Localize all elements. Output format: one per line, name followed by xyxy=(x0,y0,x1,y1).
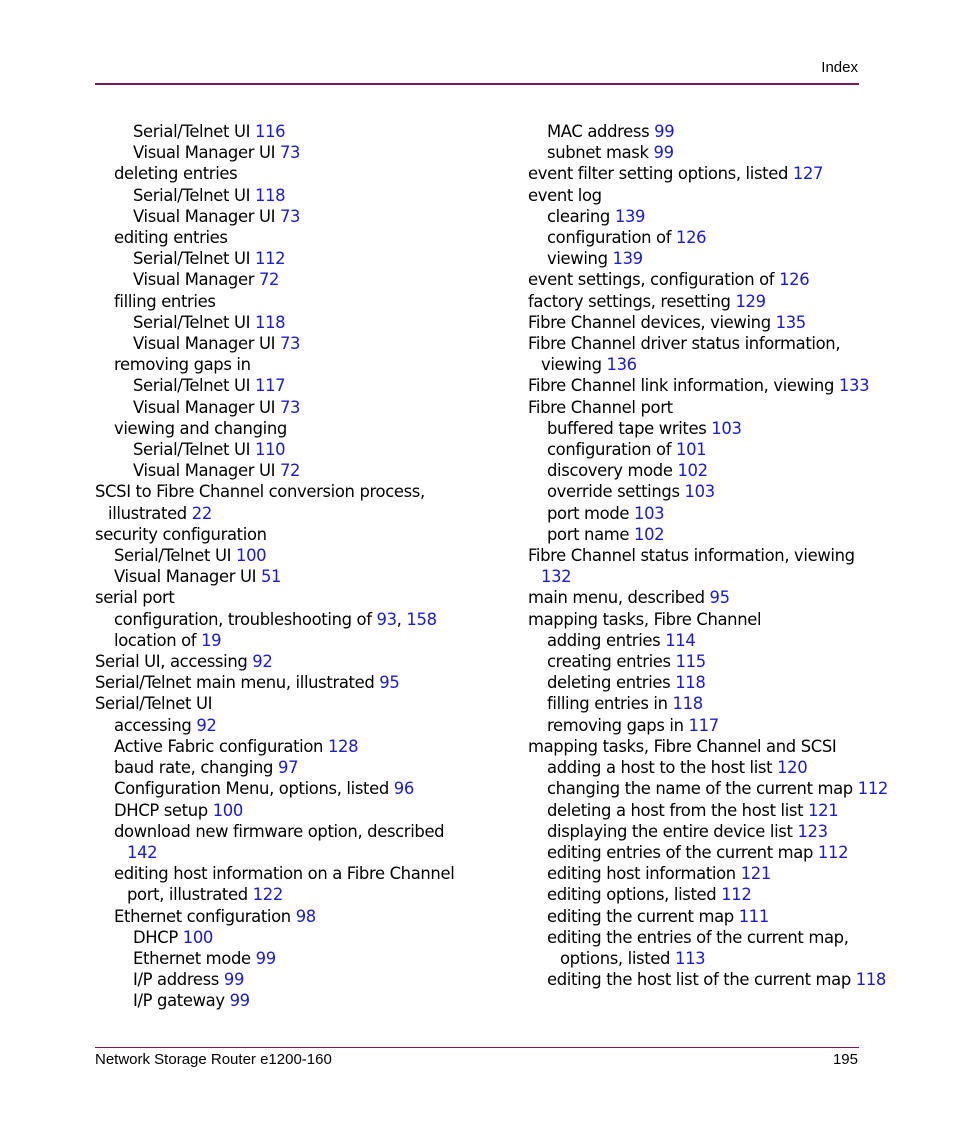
page-reference-link[interactable]: 139 xyxy=(614,206,646,226)
index-column-left xyxy=(95,121,495,1012)
index-entry-text: editing host information on a Fibre Channel xyxy=(114,864,455,884)
index-entry-text: Serial/Telnet main menu, illustrated xyxy=(95,673,375,693)
index-entry-text: factory settings, resetting xyxy=(528,291,731,311)
index-entry-text: baud rate, changing xyxy=(114,758,274,778)
page-reference-link[interactable]: 100 xyxy=(235,546,267,566)
index-entry xyxy=(528,715,868,736)
index-entry xyxy=(528,969,887,990)
page-reference-link[interactable]: 72 xyxy=(279,461,301,481)
page-reference-link[interactable]: 73 xyxy=(279,206,301,226)
index-entry-text: Active Fabric configuration xyxy=(114,736,324,756)
page-reference-link[interactable]: 120 xyxy=(777,758,808,778)
index-entry-text: editing entries xyxy=(114,228,228,248)
index-entry-text: filling entries xyxy=(114,291,216,311)
index-entry xyxy=(528,842,868,863)
index-entry-text: Visual Manager UI xyxy=(133,206,276,226)
index-entry-text: Fibre Channel port xyxy=(528,397,673,417)
index-entry xyxy=(95,906,495,927)
index-entry-text: Fibre Channel status information, viewing xyxy=(528,546,855,566)
index-entry xyxy=(95,163,495,184)
page-reference-link[interactable]: 112 xyxy=(721,885,752,905)
index-entry xyxy=(95,439,495,460)
index-entry-text: viewing xyxy=(547,249,608,269)
index-entry xyxy=(95,142,495,163)
index-entry-text: port mode xyxy=(547,503,630,523)
index-entry-text: port name xyxy=(547,524,630,544)
index-entry-text: deleting a host from the host list xyxy=(547,800,804,820)
page-reference-link[interactable]: 95 xyxy=(709,588,730,608)
index-entry-text: security configuration xyxy=(95,524,267,544)
index-entry-text: I/P address xyxy=(133,970,219,990)
index-entry-text: editing entries of the current map xyxy=(547,842,814,862)
index-entry-text: Configuration Menu, options, listed xyxy=(114,779,389,799)
page-reference-link[interactable]: 118 xyxy=(672,694,703,714)
index-entry-text: viewing xyxy=(541,355,602,375)
index-entry-text: Visual Manager xyxy=(133,270,255,290)
page-reference-link[interactable]: 22 xyxy=(191,503,212,523)
index-entry-text: port, illustrated xyxy=(127,885,248,905)
page-reference-link[interactable]: 111 xyxy=(738,906,769,926)
page-reference-link[interactable]: 110 xyxy=(254,440,286,460)
page-reference-link[interactable]: 114 xyxy=(665,630,696,650)
page-reference-link[interactable]: 95 xyxy=(379,673,400,693)
index-entry xyxy=(528,481,868,502)
index-entry-text: Serial UI, accessing xyxy=(95,652,248,672)
index-entry xyxy=(95,757,495,778)
index-entry-text: Ethernet configuration xyxy=(114,906,291,926)
footer-page-number: 195 xyxy=(832,1051,858,1068)
index-entry xyxy=(528,142,868,163)
page-reference-link[interactable]: 117 xyxy=(254,376,286,396)
index-entry xyxy=(95,566,495,587)
index-entry-text: Visual Manager UI xyxy=(133,397,276,417)
index-entry xyxy=(95,630,495,651)
page-reference-link[interactable]: 112 xyxy=(254,249,286,269)
page-reference-link[interactable]: 99 xyxy=(654,122,675,141)
index-entry-text: mapping tasks, Fibre Channel xyxy=(528,609,762,629)
index-entry xyxy=(95,121,495,142)
index-entry xyxy=(528,291,868,312)
index-entry-text: override settings xyxy=(547,482,680,502)
page-reference-link[interactable]: 126 xyxy=(779,270,810,290)
index-entry xyxy=(95,248,495,269)
index-entry xyxy=(528,354,868,375)
index-entry-text: removing gaps in xyxy=(114,355,251,375)
index-entry-text: mapping tasks, Fibre Channel and SCSI xyxy=(528,736,837,756)
page-reference-link[interactable]: 99 xyxy=(255,948,276,968)
page-reference-link[interactable]: 135 xyxy=(775,312,806,332)
index-entry xyxy=(95,800,495,821)
index-entry xyxy=(528,333,868,354)
index-entry xyxy=(95,418,495,439)
page-reference-link[interactable]: 73 xyxy=(279,397,301,417)
index-entry-text: filling entries in xyxy=(547,694,668,714)
page-reference-link[interactable]: 73 xyxy=(279,334,301,354)
index-entry-text: Ethernet mode xyxy=(133,948,251,968)
page-reference-link[interactable]: 122 xyxy=(252,885,283,905)
index-entry xyxy=(528,566,868,587)
page-reference-link[interactable]: 116 xyxy=(254,122,286,141)
index-entry xyxy=(95,312,495,333)
page-header-section: Index xyxy=(821,59,858,76)
index-entry xyxy=(95,969,495,990)
index-entry xyxy=(95,397,495,418)
index-entry-text: deleting entries xyxy=(547,673,671,693)
page-reference-link[interactable]: 123 xyxy=(797,821,828,841)
index-entry-text: changing the name of the current map xyxy=(547,779,853,799)
index-entry-text: adding entries xyxy=(547,630,661,650)
page-reference-link[interactable]: 93 xyxy=(376,609,397,629)
index-entry xyxy=(95,227,495,248)
index-entry-text: Serial/Telnet UI xyxy=(95,694,213,714)
footer-rule xyxy=(95,1047,859,1048)
page-reference-link[interactable]: 99 xyxy=(223,970,245,990)
page-reference-link[interactable]: 51 xyxy=(260,567,282,587)
index-entry xyxy=(528,693,868,714)
index-entry-text: creating entries xyxy=(547,652,671,672)
index-entry-text: discovery mode xyxy=(547,461,673,481)
index-entry xyxy=(528,524,868,545)
index-entry xyxy=(95,185,495,206)
index-entry xyxy=(528,375,868,396)
index-entry xyxy=(95,736,495,757)
index-entry-text: Visual Manager UI xyxy=(133,461,276,481)
index-entry-text: event settings, configuration of xyxy=(528,270,775,290)
page-reference-link[interactable]: 133 xyxy=(838,376,870,396)
page-reference-link[interactable]: 100 xyxy=(212,800,243,820)
index-entry-text: removing gaps in xyxy=(547,715,684,735)
index-entry xyxy=(528,884,868,905)
page-reference-link[interactable]: 118 xyxy=(855,970,887,990)
index-entry-text: editing host information xyxy=(547,864,736,884)
index-entry-text: Fibre Channel link information, viewing xyxy=(528,376,835,396)
page-reference-link[interactable]: 98 xyxy=(295,906,316,926)
index-entry xyxy=(528,460,868,481)
index-entry xyxy=(528,545,868,566)
index-entry xyxy=(528,757,868,778)
index-entry xyxy=(95,291,495,312)
index-entry xyxy=(528,906,868,927)
index-entry xyxy=(95,503,495,524)
index-entry-text: options, listed xyxy=(560,948,671,968)
index-entry xyxy=(95,545,495,566)
index-entry-text: editing the entries of the current map, xyxy=(547,927,849,947)
page-reference-link[interactable]: 103 xyxy=(634,503,665,523)
index-entry xyxy=(528,121,868,142)
index-entry-text: editing the host list of the current map xyxy=(547,970,851,990)
index-entry xyxy=(95,863,495,884)
index-entry xyxy=(95,481,495,502)
index-entry xyxy=(95,651,495,672)
index-entry xyxy=(95,354,495,375)
index-entry-text: location of xyxy=(114,630,197,650)
index-entry: configuration, troubleshooting of 93, 158 xyxy=(114,609,437,629)
page-reference-link[interactable]: 101 xyxy=(676,440,707,460)
index-entry xyxy=(528,206,868,227)
index-entry xyxy=(528,651,868,672)
page-reference-link[interactable]: 127 xyxy=(792,164,824,184)
index-entry-text: Serial/Telnet UI xyxy=(133,249,251,269)
index-entry xyxy=(95,693,495,714)
index-entry xyxy=(528,821,868,842)
page-reference-link[interactable]: 115 xyxy=(675,652,706,672)
index-entry xyxy=(528,609,868,630)
page-reference-link[interactable]: 73 xyxy=(279,143,301,163)
index-entry-text: viewing and changing xyxy=(114,418,287,438)
index-entry-text: configuration, troubleshooting of xyxy=(114,609,372,629)
page-reference-link[interactable]: 96 xyxy=(393,779,414,799)
index-entry xyxy=(528,312,868,333)
page-reference-link[interactable]: 99 xyxy=(653,143,674,163)
index-entry xyxy=(95,927,495,948)
page-reference-link[interactable]: 126 xyxy=(676,228,707,248)
index-entry-text: deleting entries xyxy=(114,164,238,184)
index-entry xyxy=(528,418,868,439)
index-entry-text: displaying the entire device list xyxy=(547,821,793,841)
index-entry xyxy=(95,524,495,545)
index-entry xyxy=(528,800,868,821)
index-entry xyxy=(95,778,495,799)
page-reference-link[interactable]: 158 xyxy=(406,609,437,629)
page-reference-link[interactable]: 129 xyxy=(735,291,766,311)
index-entry-text: Serial/Telnet UI xyxy=(114,546,232,566)
page-reference-link[interactable]: 97 xyxy=(277,758,299,778)
index-entry xyxy=(528,503,868,524)
index-entry-text: Serial/Telnet UI xyxy=(133,185,251,205)
page-reference-link[interactable]: 102 xyxy=(634,524,665,544)
index-entry xyxy=(528,163,868,184)
page-reference-link[interactable]: 103 xyxy=(684,482,715,502)
index-entry xyxy=(528,248,868,269)
page-reference-link[interactable]: 19 xyxy=(201,630,222,650)
page-reference-link[interactable]: 118 xyxy=(254,312,286,332)
page-reference-link[interactable]: 72 xyxy=(258,270,280,290)
index-entry-text: Fibre Channel devices, viewing xyxy=(528,312,771,332)
index-entry xyxy=(95,587,495,608)
page-reference-link[interactable]: 128 xyxy=(327,736,359,756)
index-entry xyxy=(528,630,868,651)
page-reference-link[interactable]: 100 xyxy=(182,927,213,947)
index-entry-text: download new firmware option, described xyxy=(114,821,445,841)
index-entry-text: accessing xyxy=(114,715,192,735)
page-reference-link[interactable]: 99 xyxy=(229,991,250,1011)
index-entry-text: SCSI to Fibre Channel conversion process, xyxy=(95,482,425,502)
index-entry-text: Visual Manager UI xyxy=(133,143,276,163)
index-entry-text: I/P gateway xyxy=(133,991,225,1011)
index-entry xyxy=(528,778,888,799)
index-entry-text: DHCP setup xyxy=(114,800,208,820)
page-reference-link[interactable]: 139 xyxy=(612,249,643,269)
index-entry xyxy=(528,672,868,693)
index-entry xyxy=(528,927,868,948)
index-entry-text: main menu, described xyxy=(528,588,705,608)
index-entry-text: subnet mask xyxy=(547,143,649,163)
page-reference-link[interactable]: 136 xyxy=(606,355,637,375)
index-entry xyxy=(95,672,495,693)
index-entry xyxy=(528,185,868,206)
index-entry-text: clearing xyxy=(547,206,610,226)
index-entry xyxy=(95,715,495,736)
index-entry-text: adding a host to the host list xyxy=(547,758,773,778)
index-entry xyxy=(95,375,495,396)
index-entry-text: serial port xyxy=(95,588,175,608)
index-entry-text: Serial/Telnet UI xyxy=(133,376,251,396)
page-reference-link[interactable]: 118 xyxy=(254,185,286,205)
index-entry-text: DHCP xyxy=(133,927,178,947)
index-entry xyxy=(528,863,868,884)
index-entry-text: Serial/Telnet UI xyxy=(133,440,251,460)
page-reference-link[interactable]: 92 xyxy=(252,652,273,672)
page-reference-link[interactable]: 112 xyxy=(817,842,849,862)
footer-document-title: Network Storage Router e1200-160 xyxy=(95,1051,332,1068)
page-reference-link[interactable]: 103 xyxy=(711,418,742,438)
page-reference-link[interactable]: 102 xyxy=(677,461,708,481)
index-entry-text: MAC address xyxy=(547,122,650,141)
index-entry xyxy=(95,884,495,905)
index-entry xyxy=(95,842,495,863)
page-reference-link[interactable]: 142 xyxy=(127,842,158,862)
index-entry-text: illustrated xyxy=(108,503,187,523)
index-entry xyxy=(95,333,495,354)
index-column-right xyxy=(528,121,888,990)
page-reference-link[interactable]: 132 xyxy=(541,567,572,587)
index-entry xyxy=(95,206,495,227)
index-entry-text: Serial/Telnet UI xyxy=(133,122,251,141)
page-reference-link[interactable]: 113 xyxy=(674,948,706,968)
index-entry-text: editing options, listed xyxy=(547,885,717,905)
index-entry-text: event filter setting options, listed xyxy=(528,164,789,184)
page-reference-link[interactable]: 121 xyxy=(808,800,839,820)
index-entry-text: Visual Manager UI xyxy=(114,567,257,587)
index-entry-text: configuration of xyxy=(547,228,672,248)
index-entry-text: event log xyxy=(528,185,602,205)
index-entry xyxy=(528,439,868,460)
index-entry xyxy=(528,736,868,757)
index-entry xyxy=(528,269,868,290)
index-entry xyxy=(528,397,868,418)
page-reference-link[interactable]: 117 xyxy=(688,715,719,735)
index-entry-text: editing the current map xyxy=(547,906,734,926)
index-entry xyxy=(95,948,495,969)
header-rule xyxy=(95,83,859,85)
index-entry xyxy=(95,821,495,842)
page-reference-link[interactable]: 112 xyxy=(857,779,888,799)
page-reference-link[interactable]: 121 xyxy=(740,864,771,884)
index-entry xyxy=(95,460,495,481)
page-reference-link[interactable]: 118 xyxy=(675,673,706,693)
index-entry-text: buffered tape writes xyxy=(547,418,707,438)
index-entry-text: Fibre Channel driver status information, xyxy=(528,334,841,354)
index-entry-text: Visual Manager UI xyxy=(133,334,276,354)
index-entry xyxy=(528,227,868,248)
index-entry-text: Serial/Telnet UI xyxy=(133,312,251,332)
page-reference-link[interactable]: 92 xyxy=(196,715,217,735)
index-entry xyxy=(528,587,868,608)
index-entry xyxy=(95,269,495,290)
index-entry xyxy=(528,948,868,969)
index-entry-text: configuration of xyxy=(547,440,672,460)
index-entry xyxy=(95,990,495,1011)
